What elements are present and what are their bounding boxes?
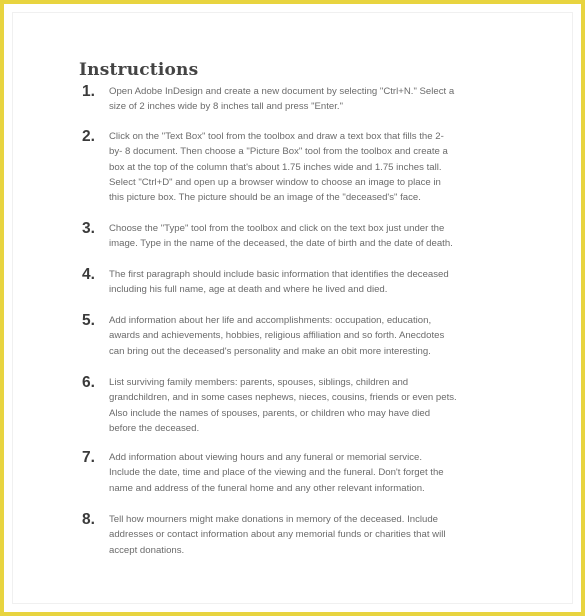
- step-text: [109, 84, 507, 115]
- step-text-line: The first paragraph should include basic information that identifies the deceased: [109, 269, 449, 280]
- step-number: 8.: [82, 511, 95, 528]
- step-text-line: name and address of the funeral home and any other relevant information.: [109, 482, 425, 494]
- step-text-line: grandchildren, and in some cases nephews, nieces, cousins, friends or even pets.: [109, 392, 457, 404]
- step-text-line: image. Type in the name of the deceased, the date of birth and the date of death.: [109, 238, 453, 250]
- step-text-line: size of 2 inches wide by 8 inches tall and press "Enter.": [109, 101, 343, 113]
- step-text-line: can bring out the deceased's personality and make an obit more interesting.: [109, 345, 431, 357]
- page-title: Instructions: [79, 60, 199, 80]
- step-text-line: box at the top of the column that's about 1.75 inches wide and 1.75 inches tall.: [109, 161, 442, 173]
- step-text: [109, 512, 507, 558]
- step-text: [109, 129, 507, 205]
- step-text: [109, 267, 507, 298]
- step-text-line: Select "Ctrl+D" and open up a browser window to choose an image to place in: [109, 176, 441, 188]
- step-text-line: this picture box. The picture should be an image of the "deceased's" face.: [109, 192, 421, 204]
- step-number: 6.: [82, 374, 95, 391]
- step-text: [109, 313, 507, 359]
- step-text-line: Open Adobe InDesign and create a new document by selecting "Ctrl+N." Select a: [109, 86, 455, 97]
- step-number: 1.: [82, 83, 95, 100]
- step-text-line: Tell how mourners might make donations in memory of the deceased. Include: [109, 514, 439, 525]
- step-text-line: Also include the names of spouses, parents, or children who may have died: [109, 407, 431, 419]
- step-text-line: Add information about her life and accomplishments: occupation, education,: [109, 315, 432, 326]
- step-number: 5.: [82, 312, 95, 329]
- step-text-line: Include the date, time and place of the viewing and the funeral. Don't forget the: [109, 467, 444, 479]
- step-text-line: List surviving family members: parents, spouses, siblings, children and: [109, 377, 409, 388]
- step-number: 4.: [82, 266, 95, 283]
- step-text: [109, 450, 507, 496]
- step-number: 7.: [82, 449, 95, 466]
- step-text-line: by- 8 document. Then choose a "Picture Box" tool from the toolbox and create a: [109, 146, 448, 158]
- step-text-line: including his full name, age at death and where he lived and died.: [109, 284, 388, 296]
- step-text-line: addresses or contact information about any memorial funds or charities that will: [109, 529, 446, 541]
- step-text-line: Add information about viewing hours and any funeral or memorial service.: [109, 452, 423, 463]
- step-text-line: Choose the "Type" tool from the toolbox and click on the text box just under the: [109, 223, 445, 234]
- step-number: 3.: [82, 220, 95, 237]
- step-text-line: accept donations.: [109, 544, 185, 556]
- step-number: 2.: [82, 128, 95, 145]
- step-text-line: before the deceased.: [109, 422, 200, 434]
- step-text-line: Click on the "Text Box" tool from the toolbox and draw a text box that fills the 2-: [109, 131, 444, 142]
- step-text-line: awards and achievements, hobbies, religious affiliation and so forth. Anecdotes: [109, 330, 445, 342]
- step-text: [109, 375, 507, 436]
- step-text: [109, 221, 507, 252]
